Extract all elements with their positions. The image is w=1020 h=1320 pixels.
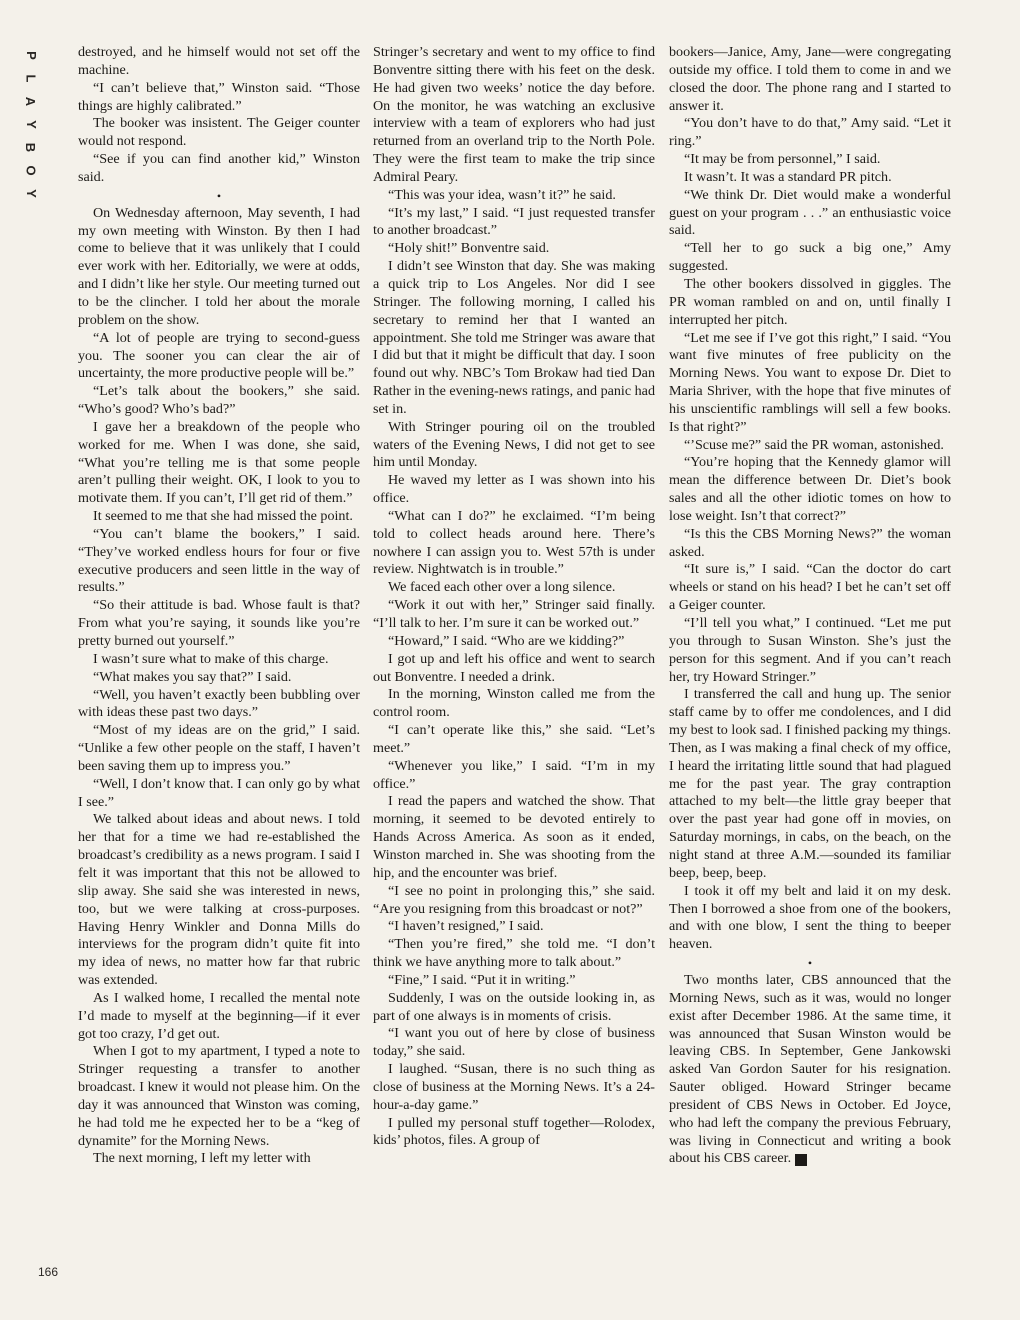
paragraph-text: “Let me see if I’ve got this right,” I said. “You want five minutes of free publicity on the Morning News. You want to expose Dr. Diet to Maria Shriver, with the hope that five minutes of his unscientific ramblings will sell a few books. Is that right?” [669,329,951,435]
paragraph-text: “Howard,” I said. “Who are we kidding?” [388,632,625,649]
article-paragraph [669,561,951,615]
paragraph-text: “It’s my last,” I said. “I just requested transfer to another broadcast.” [373,204,655,239]
article-paragraph [669,169,951,187]
paragraph-text: He waved my letter as I was shown into his office. [373,472,655,507]
article-paragraph [373,579,655,597]
paragraph-text: “I can’t believe that,” Winston said. “Those things are highly calibrated.” [78,79,360,114]
paragraph-text: When I got to my apartment, I typed a note to Stringer requesting a transfer to another broadcast. I knew it would not please him. On the day it was announced that Winston was coming, he had told me he expected her to be a “keg of dynamite” for the Morning News. [78,1043,360,1149]
paragraph-text: “Then you’re fired,” she told me. “I don’t think we have anything more to talk about.” [373,936,655,971]
paragraph-text: “It sure is,” I said. “Can the doctor do cart wheels or stand on his head? I bet he can’t set off a Geiger counter. [669,561,951,614]
logo-letter: Y [23,120,39,129]
section-separator [78,187,360,205]
article-paragraph [78,508,360,526]
article-paragraph [373,419,655,473]
logo-letter: O [23,165,39,176]
article-paragraph [373,883,655,919]
article-paragraph [373,990,655,1026]
article-paragraph [669,454,951,525]
paragraph-text: “What can I do?” he exclaimed. “I’m being told to collect heads around here. There’s nowhere I can assign you to. West 57th is under review. Nightwatch is in trouble.” [373,507,655,578]
paragraph-text: “What makes you say that?” I said. [93,668,292,685]
article-paragraph [373,205,655,241]
paragraph-text: I pulled my personal stuff together—Rolodex, kids’ photos, files. A group of [373,1114,655,1149]
article-paragraph [669,187,951,241]
article-paragraph [78,526,360,597]
paragraph-text: bookers—Janice, Amy, Jane—were congregating outside my office. I told them to come in and we closed the door. The phone rang and I started to answer it. [669,44,951,114]
article-paragraph [373,651,655,687]
paragraph-text: “A lot of people are trying to second-guess you. The sooner you can clear the air of uncertainty, the more productive people will be.” [78,329,360,382]
article-paragraph [373,240,655,258]
text-column-1 [78,44,360,1168]
article-paragraph [373,722,655,758]
article-paragraph [669,615,951,686]
paragraph-text: Suddenly, I was on the outside looking in, as part of one always is in moments of crisis. [373,989,655,1024]
logo-letter: P [23,51,39,60]
article-paragraph [78,669,360,687]
article-paragraph [669,44,951,115]
article-paragraph [669,276,951,330]
paragraph-text: “I see no point in prolonging this,” she said. “Are you resigning from this broadcast or not?” [373,882,655,917]
paragraph-text: With Stringer pouring oil on the troubled waters of the Evening News, I did not get to see him until Monday. [373,418,655,471]
article-paragraph [669,330,951,437]
logo-letter: Y [23,189,39,198]
paragraph-text: On Wednesday afternoon, May seventh, I had my own meeting with Winston. By then I had come to believe that it was unlikely that I could ever work with her. Editorially, we were at odds, and I didn’t like her style. Our meeting turned out to be the clincher. I told her about the morale problem on the show. [78,204,360,328]
article-paragraph [78,990,360,1044]
separator-bullet: • [216,188,222,203]
article-paragraph [78,687,360,723]
paragraph-text: “Well, I don’t know that. I can only go by what I see.” [78,775,360,810]
article-paragraph [373,758,655,794]
article-paragraph [669,151,951,169]
paragraph-text: I read the papers and watched the show. That morning, it seemed to be devoted entirely to Hands Across America. As soon as it ended, Winston marched in. She was shooting from the hip, and the encounter was brief. [373,793,655,881]
text-column-3 [669,44,951,1168]
article-paragraph [373,44,655,187]
paragraph-text: “’Scuse me?” said the PR woman, astonished. [684,436,944,453]
article-paragraph [78,330,360,384]
article-paragraph [373,918,655,936]
article-paragraph [669,972,951,1168]
paragraph-text: “Holy shit!” Bonventre said. [388,240,550,257]
paragraph-text: It seemed to me that she had missed the point. [93,508,353,525]
paragraph-text: “Whenever you like,” I said. “I’m in my office.” [373,757,655,792]
article-paragraph [78,44,360,80]
paragraph-text: I wasn’t sure what to make of this charge. [93,650,329,667]
article-paragraph [669,437,951,455]
paragraph-text: “Is this the CBS Morning News?” the woman asked. [669,525,951,560]
paragraph-text: In the morning, Winston called me from the control room. [373,686,655,721]
article-paragraph [373,972,655,990]
article-paragraph [78,419,360,508]
article-paragraph [78,651,360,669]
paragraph-text: We talked about ideas and about news. I told her that for a time we had re-established the broadcast’s credibility as a news program. I said I felt it was important that this not be allowed to slip away. She said she was interested in news, too, but we were talking at cross-purposes. Having Henry Winkler and Donna Mills do interviews for the program didn’t quite fit into my idea of news, no matter how far that rubric was extended. [78,811,360,989]
paragraph-text: “We think Dr. Diet would make a wonderful guest on your program . . .” an enthusiastic voice said. [669,186,951,239]
article-paragraph [669,115,951,151]
article-paragraph [78,115,360,151]
article-paragraph [78,80,360,116]
text-column-2 [373,44,655,1150]
paragraph-text: “So their attitude is bad. Whose fault is that? From what you’re saying, it sounds like you’re pretty burned out yourself.” [78,597,360,649]
article-paragraph [373,258,655,419]
article-paragraph [373,187,655,205]
paragraph-text: “It may be from personnel,” I said. [684,151,881,168]
paragraph-text: I transferred the call and hung up. The senior staff came by to offer me condolences, and I did my best to look sad. I finished packing my things. Then, as I was making a final check of my office, I heard the irritating little sound that had plagued me for the past year. The gray contraption attached to my belt—the little gray beeper that over the past year had gone off in movies, on Saturday mornings, in cabs, on the beach, on the night stand at three A.M.—sounded its familiar beep, beep, beep. [669,686,951,881]
paragraph-text: “You don’t have to do that,” Amy said. “Let it ring.” [669,115,951,150]
paragraph-text: “Work it out with her,” Stringer said finally. “I’ll talk to her. I’m sure it can be worked out.” [373,597,655,631]
article-paragraph [373,1115,655,1151]
end-mark-icon: ♠ [795,1154,807,1166]
article-paragraph [669,686,951,882]
article-paragraph [373,1061,655,1115]
paragraph-text: “You can’t blame the bookers,” I said. “They’ve worked endless hours for four or five executive producers and seen little in the way of results.” [78,525,360,596]
article-paragraph [669,526,951,562]
logo-letter: L [23,74,39,83]
article-paragraph [78,597,360,651]
paragraph-text: We faced each other over a long silence. [388,579,616,596]
article-paragraph [373,1025,655,1061]
paragraph-text: “You’re hoping that the Kennedy glamor will mean the difference between Dr. Diet’s book sales and all the other idiotic tomes on how to lose weight. Isn’t that correct?” [669,454,951,524]
article-paragraph [78,1043,360,1150]
article-paragraph [373,686,655,722]
article-paragraph [78,811,360,989]
article-paragraph [78,722,360,776]
paragraph-text: “I can’t operate like this,” she said. “Let’s meet.” [373,722,655,756]
paragraph-text: It wasn’t. It was a standard PR pitch. [684,168,892,185]
article-paragraph [78,151,360,187]
paragraph-text: “Let’s talk about the bookers,” she said. “Who’s good? Who’s bad?” [78,383,360,418]
separator-bullet: • [807,956,813,971]
article-paragraph [373,936,655,972]
paragraph-text: I gave her a breakdown of the people who worked for me. When I was done, she said, “What you’re telling me is that some people aren’t pulling their weight. OK, I look to you to motivate them. If you can’t, I’ll get rid of them.” [78,418,360,507]
article-paragraph [373,633,655,651]
paragraph-text: destroyed, and he himself would not set off the machine. [78,44,360,78]
paragraph-text: “Well, you haven’t exactly been bubbling over with ideas these past two days.” [78,686,360,721]
page-number: 166 [38,1265,59,1279]
paragraph-text: As I walked home, I recalled the mental note I’d made to myself at the beginning—if it ever got too crazy, I’d get out. [78,989,360,1042]
playboy-sidebar-logo [22,44,40,205]
article-paragraph [669,883,951,954]
paragraph-text: I laughed. “Susan, there is no such thing as close of business at the Morning News. It’s a 24-hour-a-day game.” [373,1061,655,1113]
paragraph-text: “I haven’t resigned,” I said. [388,918,544,935]
paragraph-text: “Fine,” I said. “Put it in writing.” [388,971,576,988]
paragraph-text: Stringer’s secretary and went to my office to find Bonventre sitting there with his feet on the desk. He had given two weeks’ notice the day before. On the monitor, he was watching an exclusive interview with a team of explorers who had just returned from an overland trip to the North Pole. They were the first team to make the trip since Admiral Peary. [373,44,655,185]
paragraph-text: The booker was insistent. The Geiger counter would not respond. [78,115,360,150]
paragraph-text: “Most of my ideas are on the grid,” I said. “Unlike a few other people on the staff, I haven’t been saving them up to impress you.” [78,722,360,774]
paragraph-text: I took it off my belt and laid it on my desk. Then I borrowed a shoe from one of the bookers, and with one blow, I sent the thing to beeper heaven. [669,882,951,953]
logo-letter: A [23,96,39,107]
article-paragraph [669,240,951,276]
section-separator [669,954,951,972]
article-paragraph [373,472,655,508]
paragraph-text: I didn’t see Winston that day. She was making a quick trip to Los Angeles. Nor did I see Stringer. The following morning, I called his secretary to remind her that I wanted an appointment. She told me Stringer was aware that I did but that it might be difficult that day. I soon found out why. NBC’s Tom Brokaw had tied Dan Rather in the evening-news ratings, and panic had set in. [373,258,655,417]
article-paragraph [78,205,360,330]
paragraph-text: “See if you can find another kid,” Winston said. [78,151,360,185]
article-paragraph [373,597,655,633]
paragraph-text: “This was your idea, wasn’t it?” he said. [388,186,616,203]
article-paragraph [373,793,655,882]
logo-letter: B [23,142,39,153]
article-paragraph [78,1150,360,1168]
article-paragraph [78,383,360,419]
paragraph-text: The other bookers dissolved in giggles. The PR woman rambled on and on, until finally I interrupted her pitch. [669,275,951,328]
paragraph-text: “Tell her to go suck a big one,” Amy suggested. [669,240,951,275]
article-paragraph [373,508,655,579]
paragraph-text: “I’ll tell you what,” I continued. “Let me put you through to Susan Winston. She’s just the person for this segment. And if you can’t reach her, try Howard Stringer.” [669,615,951,685]
paragraph-text: I got up and left his office and went to search out Bonventre. I needed a drink. [373,650,655,685]
paragraph-text: Two months later, CBS announced that the Morning News, such as it was, would no longer exist after December 1986. At the same time, it was announced that Susan Winston would be leaving CBS. In September, Gene Jankowski asked Van Gordon Sauter for his resignation. Sauter obliged. Howard Stringer became president of CBS News in October. Ed Joyce, who had left the company the previous February, was living in Connecticut and writing a book about his CBS career. [669,972,951,1167]
article-paragraph [78,776,360,812]
paragraph-text: The next morning, I left my letter with [93,1150,311,1167]
paragraph-text: “I want you out of here by close of business today,” she said. [373,1025,655,1060]
